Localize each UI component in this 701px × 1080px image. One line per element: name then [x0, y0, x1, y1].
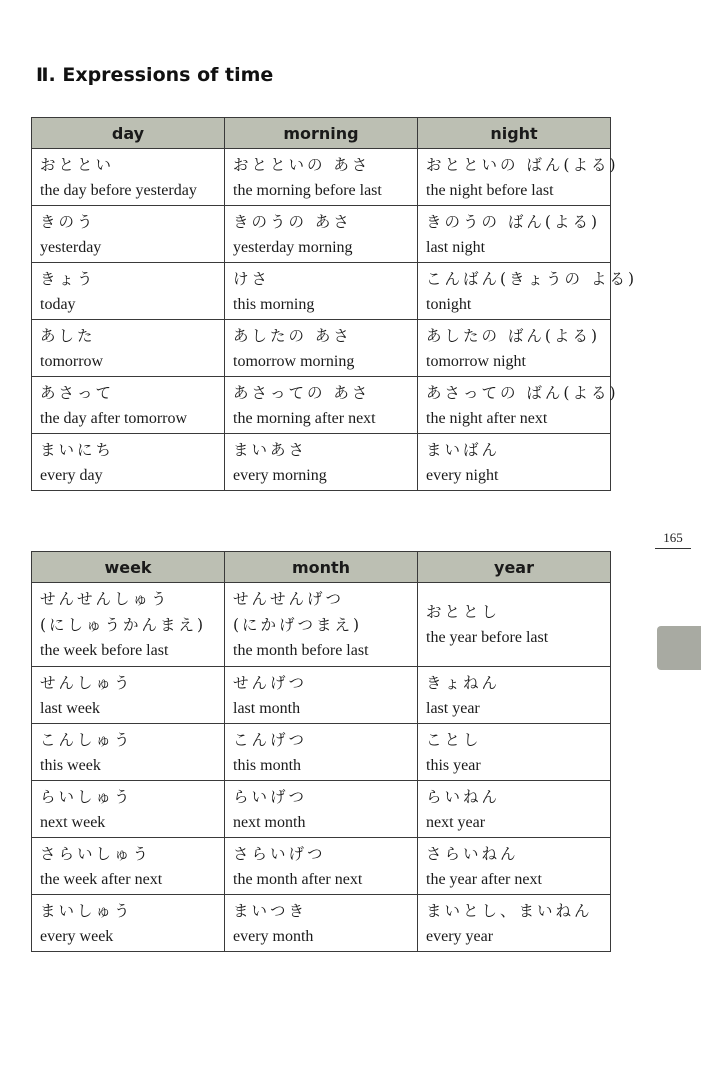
- table-cell: [418, 206, 611, 263]
- english-text: next year: [426, 813, 486, 831]
- kana-text: せんしゅう: [40, 673, 133, 692]
- kana-text: こんげつ: [233, 730, 308, 749]
- kana-text: おととし: [426, 603, 501, 621]
- table-cell: [32, 149, 225, 206]
- header-night: night: [418, 118, 611, 149]
- table-cell: [32, 895, 225, 952]
- section-title: Ⅱ. Expressions of time: [36, 64, 274, 86]
- kana-text: まいばん: [426, 440, 501, 459]
- table-cell: [418, 838, 611, 895]
- english-text: every morning: [233, 466, 327, 484]
- kana-text: あした: [40, 326, 96, 345]
- table-row: [32, 583, 611, 667]
- kana-text: おとといの ばん(よる): [426, 155, 619, 174]
- kana-text: さらいしゅう: [40, 844, 152, 863]
- table-cell: [32, 263, 225, 320]
- table-cell: [418, 895, 611, 952]
- kana-text: きのうの ばん(よる): [426, 212, 601, 231]
- english-text: the month before last: [233, 642, 369, 659]
- table-cell: [32, 667, 225, 724]
- kana-text: けさ: [233, 269, 271, 288]
- table-cell: [225, 724, 418, 781]
- table-cell: [418, 434, 611, 491]
- table-cell: [32, 781, 225, 838]
- english-text: every week: [40, 927, 114, 945]
- table-cell: [32, 434, 225, 491]
- header-day: day: [32, 118, 225, 149]
- table-row: [32, 838, 611, 895]
- kana-text: あさって: [40, 383, 115, 402]
- table-cell: [418, 583, 611, 667]
- english-text: the night after next: [426, 409, 548, 427]
- table-cell: [225, 206, 418, 263]
- english-text: yesterday morning: [233, 238, 353, 256]
- english-text: next week: [40, 813, 106, 831]
- chapter-tab-marker: [657, 626, 701, 670]
- kana-text: きのうの あさ: [233, 212, 352, 231]
- table-row: [32, 724, 611, 781]
- kana-text: まいとし、まいねん: [426, 901, 593, 920]
- kana-text: せんせんしゅう: [40, 590, 170, 608]
- table-cell: [32, 377, 225, 434]
- time-table-week-month-year: [31, 551, 611, 952]
- english-text: the day after tomorrow: [40, 409, 188, 427]
- english-text: this year: [426, 756, 481, 774]
- table-row: [32, 667, 611, 724]
- header-morning: morning: [225, 118, 418, 149]
- english-text: next month: [233, 813, 306, 831]
- table-cell: [225, 377, 418, 434]
- english-text: last night: [426, 238, 486, 256]
- kana-text: らいねん: [426, 787, 501, 806]
- table-row: [32, 377, 611, 434]
- english-text: the night before last: [426, 181, 554, 199]
- kana-text: あしたの あさ: [233, 326, 352, 345]
- table-cell: [32, 206, 225, 263]
- table-row: [32, 206, 611, 263]
- kana-text: らいしゅう: [40, 787, 133, 806]
- table-row: [32, 781, 611, 838]
- english-text: the month after next: [233, 870, 363, 888]
- table-header-row: [32, 552, 611, 583]
- kana-reading-alt: (にしゅうかんまえ): [40, 616, 207, 634]
- kana-text: おととい: [40, 155, 115, 174]
- english-text: the morning before last: [233, 181, 382, 199]
- table-row: [32, 263, 611, 320]
- table-cell: [418, 320, 611, 377]
- kana-reading-alt: (にかげつまえ): [233, 616, 363, 634]
- table-row: [32, 149, 611, 206]
- kana-text: あしたの ばん(よる): [426, 326, 601, 345]
- kana-text: せんせんげつ: [233, 590, 345, 608]
- kana-text: あさっての ばん(よる): [426, 383, 619, 402]
- kana-text: おとといの あさ: [233, 155, 371, 174]
- table-header-row: [32, 118, 611, 149]
- kana-text: きょねん: [426, 673, 501, 692]
- kana-text: さらいねん: [426, 844, 519, 863]
- page-number: 165: [655, 530, 691, 549]
- table-cell: [418, 724, 611, 781]
- table-cell: [225, 434, 418, 491]
- table-cell: [418, 667, 611, 724]
- english-text: tonight: [426, 295, 472, 313]
- english-text: the day before yesterday: [40, 181, 197, 199]
- table-cell: [225, 895, 418, 952]
- english-text: the week after next: [40, 870, 163, 888]
- english-text: tomorrow morning: [233, 352, 355, 370]
- table-cell: [32, 838, 225, 895]
- table-row: [32, 320, 611, 377]
- table-cell: [418, 377, 619, 434]
- english-text: last month: [233, 699, 301, 717]
- table-cell: [225, 583, 418, 667]
- english-text: every night: [426, 466, 499, 484]
- kana-text: きょう: [40, 269, 96, 288]
- english-text: this month: [233, 756, 302, 774]
- kana-text: こんばん(きょうの よる): [426, 269, 638, 288]
- english-text: the morning after next: [233, 409, 376, 427]
- table-row: [32, 895, 611, 952]
- english-text: every day: [40, 466, 103, 484]
- kana-text: らいげつ: [233, 787, 308, 806]
- english-text: this week: [40, 756, 101, 774]
- header-month: month: [225, 552, 418, 583]
- kana-text: こんしゅう: [40, 730, 133, 749]
- header-week: week: [32, 552, 225, 583]
- kana-text: まいあさ: [233, 440, 308, 459]
- english-text: every year: [426, 927, 494, 945]
- kana-text: まいにち: [40, 440, 115, 459]
- table-cell: [225, 149, 418, 206]
- table-cell: [418, 781, 611, 838]
- table-cell: [225, 263, 418, 320]
- english-text: the week before last: [40, 642, 169, 659]
- table-cell: [418, 149, 619, 206]
- english-text: yesterday: [40, 238, 102, 256]
- english-text: today: [40, 295, 76, 313]
- english-text: last year: [426, 699, 480, 717]
- english-text: every month: [233, 927, 314, 945]
- kana-text: ことし: [426, 730, 482, 749]
- english-text: tomorrow night: [426, 352, 526, 370]
- table-cell: [225, 838, 418, 895]
- english-text: tomorrow: [40, 352, 104, 370]
- english-text: this morning: [233, 295, 315, 313]
- table-cell: [32, 320, 225, 377]
- kana-text: さらいげつ: [233, 844, 326, 863]
- table-row: [32, 434, 611, 491]
- time-table-day-morning-night: [31, 117, 638, 491]
- table-cell: [32, 724, 225, 781]
- english-text: the year after next: [426, 870, 542, 888]
- table-cell: [225, 781, 418, 838]
- english-text: last week: [40, 699, 100, 717]
- table-cell: [225, 667, 418, 724]
- kana-text: きのう: [40, 212, 96, 231]
- table-cell: [32, 583, 225, 667]
- kana-text: まいしゅう: [40, 901, 133, 920]
- kana-text: まいつき: [233, 901, 308, 920]
- header-year: year: [418, 552, 611, 583]
- table-cell: [225, 320, 418, 377]
- english-text: the year before last: [426, 629, 549, 646]
- kana-text: せんげつ: [233, 673, 308, 692]
- kana-text: あさっての あさ: [233, 383, 371, 402]
- table-cell: [418, 263, 638, 320]
